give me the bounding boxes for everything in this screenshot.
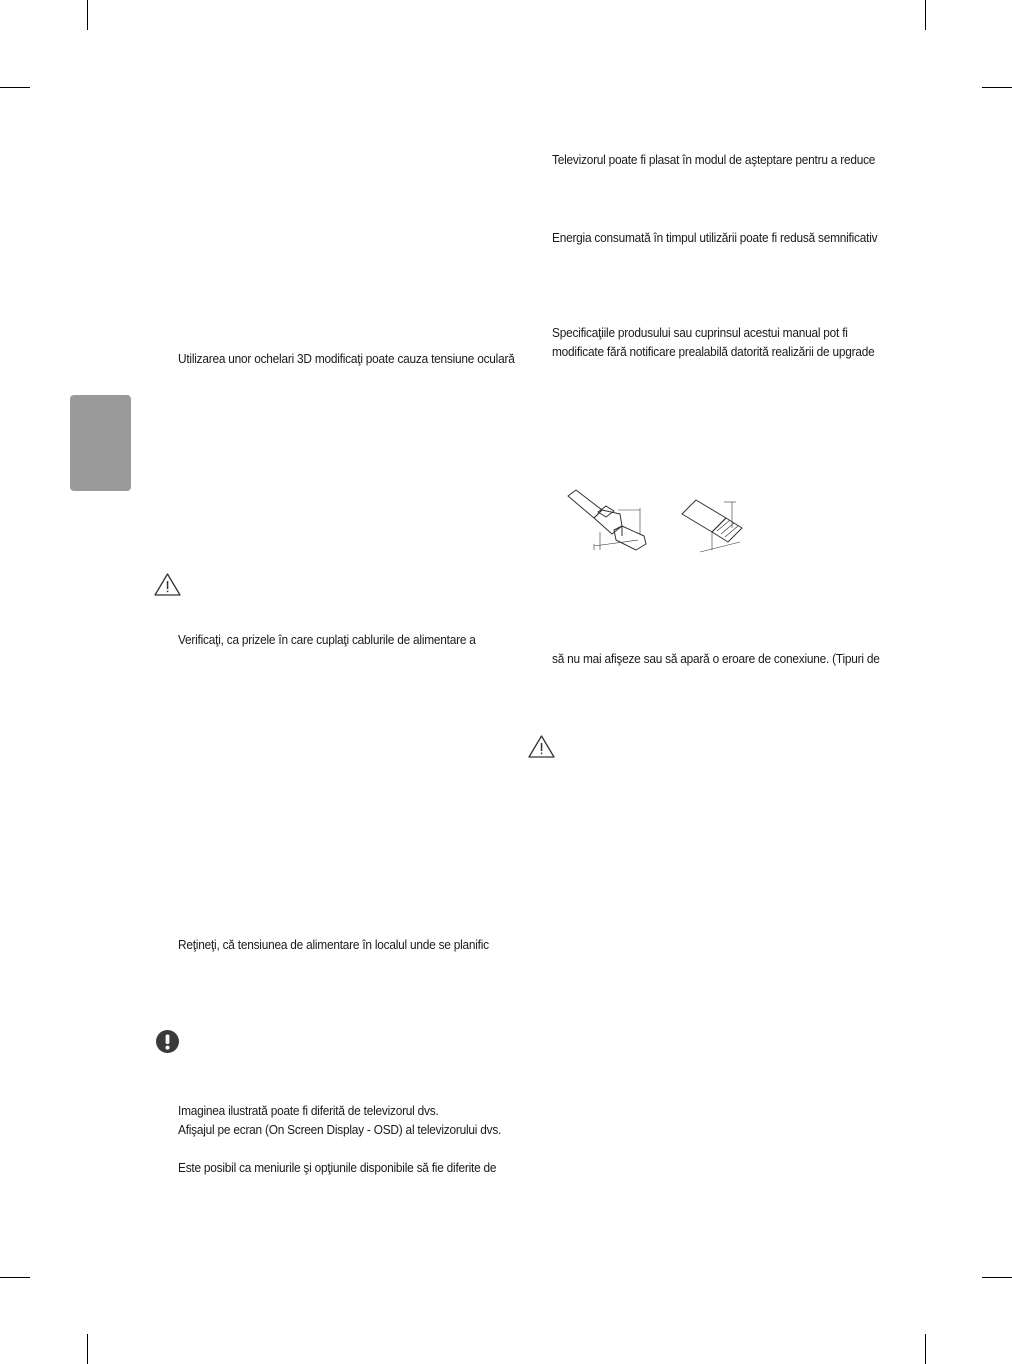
note-item: Imaginea ilustrată poate fi diferită de televizorul dvs. — [178, 1103, 439, 1118]
language-tab — [70, 395, 131, 491]
connection-text: să nu mai afişeze sau să apară o eroare de conexiune. (Tipuri de — [552, 651, 880, 666]
caution-triangle-icon — [153, 572, 182, 597]
crop-mark — [87, 1334, 88, 1364]
standby-text: Televizorul poate fi plasat în modul de aşteptare pentru a reduce — [552, 152, 876, 167]
crop-mark — [982, 1277, 1012, 1278]
hdmi-usb-connector-illustration — [560, 488, 760, 560]
caution-outlet-text: Verificaţi, ca prizele în care cuplaţi cablurile de alimentare a — [178, 632, 476, 647]
crop-mark — [0, 1277, 30, 1278]
crop-mark — [925, 0, 926, 30]
glasses-note-text: Utilizarea unor ochelari 3D modificaţi poate cauza tensiune oculară — [178, 351, 515, 366]
spec-line: Specificaţiile produsului sau cuprinsul acestui manual pot fi — [552, 325, 848, 340]
crop-mark — [925, 1334, 926, 1364]
note-item: Afişajul pe ecran (On Screen Display - OSD) al televizorului dvs. — [178, 1122, 502, 1137]
crop-mark — [0, 87, 30, 88]
spec-line: modificate fără notificare prealabilă datorită realizării de upgrade — [552, 344, 875, 359]
crop-mark — [982, 87, 1012, 88]
note-exclamation-icon — [155, 1029, 180, 1054]
crop-mark — [87, 0, 88, 30]
note-item: Este posibil ca meniurile şi opţiunile disponibile să fie diferite de — [178, 1160, 497, 1175]
caution-triangle-icon — [527, 734, 556, 759]
voltage-text: Reţineţi, că tensiunea de alimentare în localul unde se planific — [178, 937, 489, 952]
energy-text: Energia consumată în timpul utilizării poate fi redusă semnificativ — [552, 230, 878, 245]
